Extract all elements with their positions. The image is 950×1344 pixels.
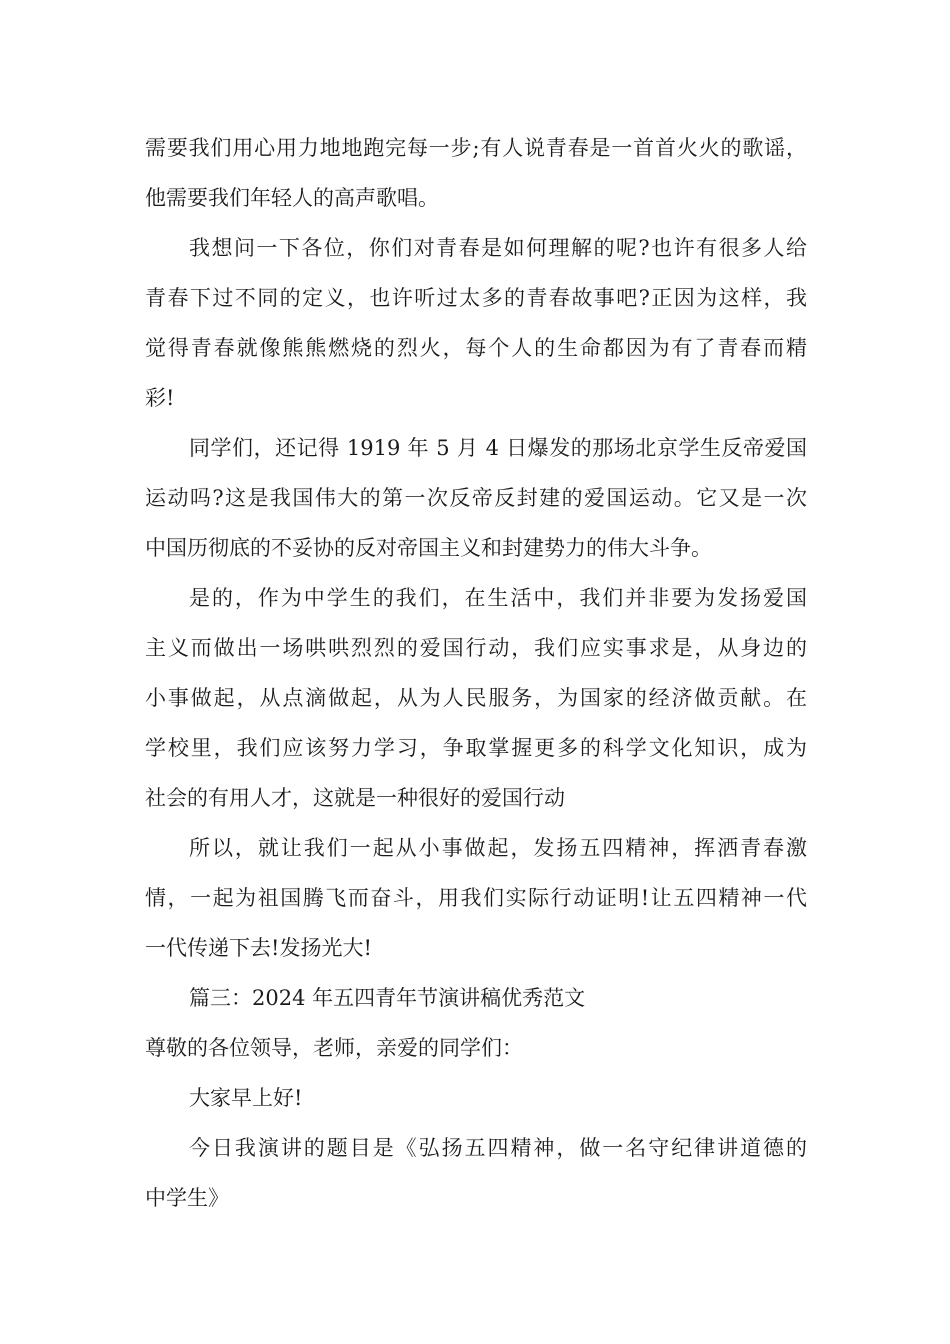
text-line: 运动吗?这是我国伟大的第一次反帝反封建的爱国运动。它又是一次 [145, 486, 807, 510]
section-heading: 篇三：2024 年五四青年节演讲稿优秀范文 [189, 986, 586, 1010]
text-line: 情，一起为祖国腾飞而奋斗，用我们实际行动证明!让五四精神一代 [145, 886, 807, 910]
document-body [145, 128, 807, 1228]
text-line: 彩! [145, 386, 175, 410]
text-line: 他需要我们年轻人的高声歌唱。 [145, 186, 439, 210]
text-line: 一代传递下去!发扬光大! [145, 936, 372, 960]
text-line: 中国历彻底的不妥协的反对帝国主义和封建势力的伟大斗争。 [145, 536, 712, 560]
salutation: 尊敬的各位领导，老师，亲爱的同学们： [145, 1036, 523, 1060]
text-line: 我想问一下各位，你们对青春是如何理解的呢?也许有很多人给 [189, 236, 807, 260]
text-line: 青春下过不同的定义，也许听过太多的青春故事吧?正因为这样，我 [145, 286, 807, 310]
greeting: 大家早上好! [189, 1086, 303, 1110]
text-line: 学校里，我们应该努力学习，争取掌握更多的科学文化知识，成为 [145, 736, 807, 760]
text-line: 今日我演讲的题目是《弘扬五四精神，做一名守纪律讲道德的 [189, 1136, 807, 1160]
text-line: 所以，就让我们一起从小事做起，发扬五四精神，挥洒青春激 [189, 836, 807, 860]
text-line: 觉得青春就像熊熊燃烧的烈火，每个人的生命都因为有了青春而精 [145, 336, 807, 360]
text-line: 小事做起，从点滴做起，从为人民服务，为国家的经济做贡献。在 [145, 686, 807, 710]
text-line: 中学生》 [145, 1186, 229, 1210]
text-line: 是的，作为中学生的我们，在生活中，我们并非要为发扬爱国 [189, 586, 807, 610]
text-line: 主义而做出一场哄哄烈烈的爱国行动，我们应实事求是，从身边的 [145, 636, 807, 660]
text-line: 同学们，还记得 1919 年 5 月 4 日爆发的那场北京学生反帝爱国 [189, 436, 807, 460]
text-line: 社会的有用人才，这就是一种很好的爱国行动 [145, 786, 565, 810]
text-line: 需要我们用心用力地地跑完每一步;有人说青春是一首首火火的歌谣， [145, 136, 807, 160]
